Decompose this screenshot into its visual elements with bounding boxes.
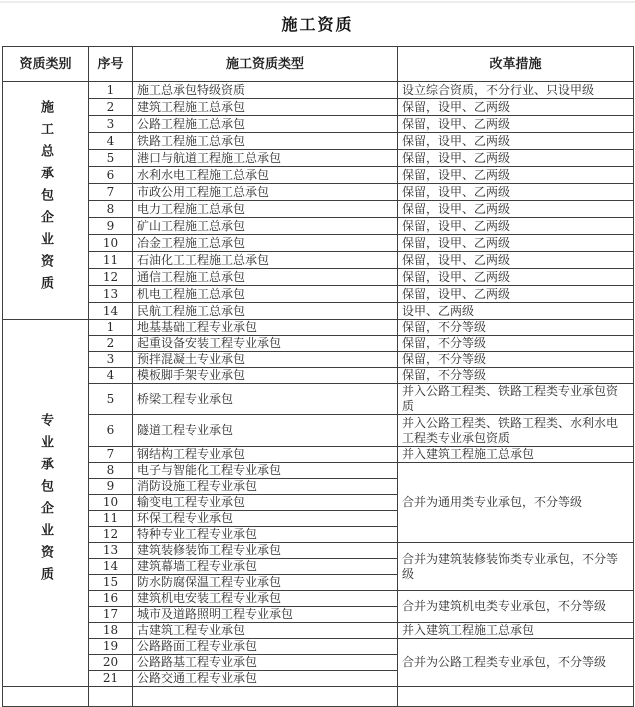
reform-measure: 保留，设甲、乙两级 bbox=[398, 99, 634, 116]
qualification-type: 建筑工程施工总承包 bbox=[133, 99, 398, 116]
category-label: 施工总承包企业资质 bbox=[38, 99, 53, 298]
reform-measure: 保留，设甲、乙两级 bbox=[398, 201, 634, 218]
reform-measure: 并入公路工程类、铁路工程类、水利水电工程类专业承包资质 bbox=[398, 415, 634, 447]
table-row bbox=[3, 133, 634, 150]
qualification-type: 施工总承包特级资质 bbox=[133, 82, 398, 99]
reform-measure: 保留，设甲、乙两级 bbox=[398, 133, 634, 150]
row-no: 13 bbox=[89, 286, 133, 303]
qualification-type: 建筑装修装饰工程专业承包 bbox=[133, 543, 398, 559]
qualification-type: 消防设施工程专业承包 bbox=[133, 479, 398, 495]
table-row bbox=[3, 269, 634, 286]
row-no: 8 bbox=[89, 201, 133, 218]
table-row bbox=[3, 303, 634, 320]
row-no: 6 bbox=[89, 167, 133, 184]
table-row bbox=[3, 286, 634, 303]
row-no: 21 bbox=[89, 671, 133, 687]
table-row bbox=[3, 463, 634, 479]
qualification-type: 城市及道路照明工程专业承包 bbox=[133, 607, 398, 623]
table-row bbox=[3, 368, 634, 384]
reform-measure: 保留，设甲、乙两级 bbox=[398, 184, 634, 201]
row-no bbox=[89, 687, 133, 707]
row-no: 10 bbox=[89, 235, 133, 252]
table-row bbox=[3, 218, 634, 235]
qualification-type: 公路交通工程专业承包 bbox=[133, 671, 398, 687]
qualification-type: 钢结构工程专业承包 bbox=[133, 447, 398, 463]
reform-measure: 合并为建筑装修装饰类专业承包，不分等级 bbox=[398, 543, 634, 591]
qualification-type: 通信工程施工总承包 bbox=[133, 269, 398, 286]
qualification-type: 港口与航道工程施工总承包 bbox=[133, 150, 398, 167]
row-no: 7 bbox=[89, 447, 133, 463]
row-no: 1 bbox=[89, 320, 133, 336]
row-no: 14 bbox=[89, 559, 133, 575]
qualification-type: 预拌混凝土专业承包 bbox=[133, 352, 398, 368]
qualification-type: 环保工程专业承包 bbox=[133, 511, 398, 527]
qualification-type: 公路工程施工总承包 bbox=[133, 116, 398, 133]
table-row bbox=[3, 447, 634, 463]
row-no: 5 bbox=[89, 150, 133, 167]
table-row bbox=[3, 352, 634, 368]
qualification-type bbox=[133, 687, 398, 707]
table-row bbox=[3, 184, 634, 201]
qualification-type: 起重设备安装工程专业承包 bbox=[133, 336, 398, 352]
reform-measure: 合并为通用类专业承包，不分等级 bbox=[398, 463, 634, 543]
reform-measure: 合并为公路工程类专业承包，不分等级 bbox=[398, 639, 634, 687]
qualification-type: 防水防腐保温工程专业承包 bbox=[133, 575, 398, 591]
reform-measure: 保留，设甲、乙两级 bbox=[398, 269, 634, 286]
table-row bbox=[3, 623, 634, 639]
row-no: 20 bbox=[89, 655, 133, 671]
reform-measure: 并入公路工程类、铁路工程类专业承包资质 bbox=[398, 384, 634, 415]
table-row bbox=[3, 150, 634, 167]
reform-measure bbox=[398, 687, 634, 707]
row-no: 18 bbox=[89, 623, 133, 639]
row-no: 12 bbox=[89, 269, 133, 286]
table-header-row bbox=[3, 47, 634, 82]
header-no: 序号 bbox=[89, 47, 133, 82]
table-row bbox=[3, 201, 634, 218]
reform-measure: 保留，设甲、乙两级 bbox=[398, 252, 634, 269]
table-row bbox=[3, 336, 634, 352]
table-row bbox=[3, 591, 634, 607]
row-no: 6 bbox=[89, 415, 133, 447]
header-measure: 改革措施 bbox=[398, 47, 634, 82]
row-no: 7 bbox=[89, 184, 133, 201]
table-row bbox=[3, 99, 634, 116]
row-no: 13 bbox=[89, 543, 133, 559]
row-no: 8 bbox=[89, 463, 133, 479]
row-no: 2 bbox=[89, 99, 133, 116]
row-no: 15 bbox=[89, 575, 133, 591]
qualification-type: 建筑幕墙工程专业承包 bbox=[133, 559, 398, 575]
table-row bbox=[3, 252, 634, 269]
row-no: 11 bbox=[89, 511, 133, 527]
row-no: 9 bbox=[89, 218, 133, 235]
table-row bbox=[3, 415, 634, 447]
row-no: 11 bbox=[89, 252, 133, 269]
qualification-type: 公路路面工程专业承包 bbox=[133, 639, 398, 655]
table-row bbox=[3, 543, 634, 559]
qualification-type: 石油化工工程施工总承包 bbox=[133, 252, 398, 269]
page-title: 施工资质 bbox=[281, 15, 354, 34]
row-no: 3 bbox=[89, 352, 133, 368]
page-top-divider bbox=[0, 1, 635, 3]
row-no: 12 bbox=[89, 527, 133, 543]
reform-measure: 保留，设甲、乙两级 bbox=[398, 218, 634, 235]
reform-measure: 保留，不分等级 bbox=[398, 368, 634, 384]
qualification-type: 铁路工程施工总承包 bbox=[133, 133, 398, 150]
reform-measure: 保留，不分等级 bbox=[398, 320, 634, 336]
table-row bbox=[3, 320, 634, 336]
row-no: 4 bbox=[89, 368, 133, 384]
qualification-type: 公路路基工程专业承包 bbox=[133, 655, 398, 671]
reform-measure: 并入建筑工程施工总承包 bbox=[398, 623, 634, 639]
qualification-type: 建筑机电安装工程专业承包 bbox=[133, 591, 398, 607]
reform-measure: 保留，设甲、乙两级 bbox=[398, 167, 634, 184]
table-row bbox=[3, 235, 634, 252]
table-row bbox=[3, 384, 634, 415]
header-category: 资质类别 bbox=[3, 47, 89, 82]
qualification-type: 输变电工程专业承包 bbox=[133, 495, 398, 511]
reform-measure: 设立综合资质，不分行业、只设甲级 bbox=[398, 82, 634, 99]
row-no: 2 bbox=[89, 336, 133, 352]
reform-measure: 保留，不分等级 bbox=[398, 336, 634, 352]
qualification-type: 特种专业工程专业承包 bbox=[133, 527, 398, 543]
row-no: 19 bbox=[89, 639, 133, 655]
qualification-type: 市政公用工程施工总承包 bbox=[133, 184, 398, 201]
reform-measure: 保留，不分等级 bbox=[398, 352, 634, 368]
category-cell bbox=[3, 82, 89, 320]
reform-measure: 保留，设甲、乙两级 bbox=[398, 150, 634, 167]
qualification-type: 隧道工程专业承包 bbox=[133, 415, 398, 447]
reform-measure: 合并为建筑机电类专业承包，不分等级 bbox=[398, 591, 634, 623]
row-no: 3 bbox=[89, 116, 133, 133]
row-no: 9 bbox=[89, 479, 133, 495]
category-cell bbox=[3, 687, 89, 707]
category-label: 专业承包企业资质 bbox=[38, 413, 53, 589]
reform-measure: 保留，设甲、乙两级 bbox=[398, 286, 634, 303]
header-type: 施工资质类型 bbox=[133, 47, 398, 82]
table-row bbox=[3, 116, 634, 133]
row-no: 10 bbox=[89, 495, 133, 511]
qualification-table bbox=[2, 46, 634, 707]
reform-measure: 设甲、乙两级 bbox=[398, 303, 634, 320]
qualification-type: 机电工程施工总承包 bbox=[133, 286, 398, 303]
table-row bbox=[3, 639, 634, 655]
table-row bbox=[3, 82, 634, 99]
row-no: 14 bbox=[89, 303, 133, 320]
qualification-type: 电力工程施工总承包 bbox=[133, 201, 398, 218]
qualification-type: 桥梁工程专业承包 bbox=[133, 384, 398, 415]
reform-measure: 保留，设甲、乙两级 bbox=[398, 116, 634, 133]
qualification-type: 冶金工程施工总承包 bbox=[133, 235, 398, 252]
category-cell bbox=[3, 320, 89, 687]
qualification-type: 矿山工程施工总承包 bbox=[133, 218, 398, 235]
qualification-type: 古建筑工程专业承包 bbox=[133, 623, 398, 639]
qualification-type: 模板脚手架专业承包 bbox=[133, 368, 398, 384]
reform-measure: 保留，设甲、乙两级 bbox=[398, 235, 634, 252]
table-row-partial bbox=[3, 687, 634, 707]
table-row bbox=[3, 167, 634, 184]
qualification-type: 水利水电工程施工总承包 bbox=[133, 167, 398, 184]
row-no: 4 bbox=[89, 133, 133, 150]
qualification-type: 电子与智能化工程专业承包 bbox=[133, 463, 398, 479]
qualification-type: 民航工程施工总承包 bbox=[133, 303, 398, 320]
row-no: 5 bbox=[89, 384, 133, 415]
row-no: 17 bbox=[89, 607, 133, 623]
row-no: 1 bbox=[89, 82, 133, 99]
row-no: 16 bbox=[89, 591, 133, 607]
reform-measure: 并入建筑工程施工总承包 bbox=[398, 447, 634, 463]
qualification-type: 地基基础工程专业承包 bbox=[133, 320, 398, 336]
